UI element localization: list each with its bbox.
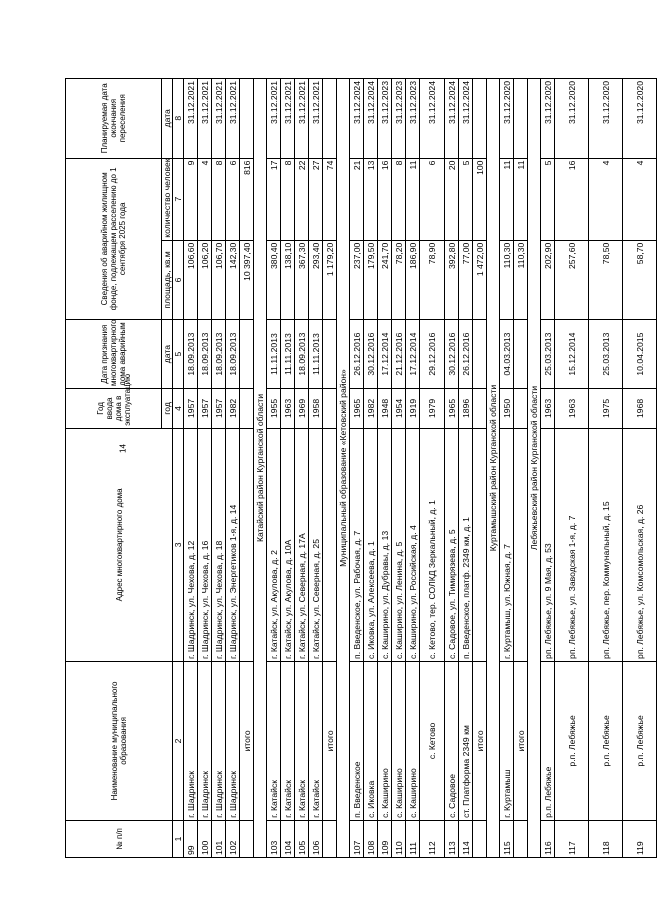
rotated-table-wrapper	[65, 78, 645, 858]
col-num-header: № п/п	[66, 820, 173, 857]
cell-recog-date: 11.11.2013	[267, 320, 281, 389]
cell-recog-date: 21.12.2016	[392, 320, 406, 389]
section-title: Муниципальный образование «Кетовский район»	[337, 79, 350, 858]
cell-recog-date: 18.09.2013	[295, 320, 309, 389]
cell-municipality: с. Каширино	[378, 661, 392, 820]
table-row	[623, 79, 657, 858]
cell-year: 1965	[445, 389, 459, 429]
cell-area: 138,10	[281, 240, 295, 319]
cell-area: 392,80	[445, 240, 459, 319]
cell-area: 106,70	[212, 240, 226, 319]
cell-address: рп. Лебяжье, ул. Комсомольская, д. 26	[623, 428, 657, 661]
cell-people: 6	[420, 158, 445, 240]
cell-num: 118	[589, 820, 623, 857]
cell-people: 4	[198, 158, 212, 240]
col-recog-date-header: Дата признания многоквартирного дома аварийным	[66, 320, 162, 389]
cell-num: 119	[623, 820, 657, 857]
cell-people: 5	[541, 158, 555, 240]
col-fund-info-header: Сведения об аварийном жилищном фонде, подлежащем расселению до 1 сентября 2025 года	[66, 158, 162, 320]
total-empty	[473, 428, 487, 661]
cell-num: 103	[267, 820, 281, 857]
cell-num: 102	[226, 820, 240, 857]
total-label: итого	[473, 661, 487, 820]
cell-municipality: р.п. Лебяжье	[541, 661, 555, 820]
cell-address: г. Катайск, ул. Северная, д. 17А	[295, 428, 309, 661]
section-title: Куртамышский район Курганской области	[487, 79, 500, 858]
table-row	[500, 79, 514, 858]
cell-recog-date: 17.12.2014	[378, 320, 392, 389]
cell-recog-date: 26.12.2016	[459, 320, 473, 389]
cell-address: рп. Лебяжье, ул. 9 Мая, д. 53	[541, 428, 555, 661]
cell-planned-date: 31.12.2021	[309, 79, 323, 159]
cell-year: 1950	[500, 389, 514, 429]
cell-area: 78,90	[420, 240, 445, 319]
cell-people: 6	[226, 158, 240, 240]
cell-address: г. Шадринск, ул. Энергетиков 1-я, д. 14	[226, 428, 240, 661]
total-num-empty	[473, 820, 487, 857]
cell-planned-date: 31.12.2021	[198, 79, 212, 159]
cell-area: 106,60	[184, 240, 198, 319]
cell-municipality: с. Садовое	[445, 661, 459, 820]
total-people: 816	[240, 158, 254, 240]
total-empty	[514, 389, 528, 429]
cell-year: 1969	[295, 389, 309, 429]
colnum-3: 3	[173, 428, 184, 661]
cell-address: с. Каширино, ул. Ленина, д. 5	[392, 428, 406, 661]
colnum-7: 7	[173, 158, 184, 240]
cell-municipality: г. Катайск	[309, 661, 323, 820]
total-row	[514, 79, 528, 858]
cell-area: 241,70	[378, 240, 392, 319]
section-title: Катайский район Курганской области	[254, 79, 267, 858]
total-empty	[240, 79, 254, 159]
cell-num: 111	[406, 820, 420, 857]
total-row	[473, 79, 487, 858]
cell-recog-date: 11.11.2013	[309, 320, 323, 389]
cell-planned-date: 31.12.2024	[459, 79, 473, 159]
cell-area: 237,00	[350, 240, 364, 319]
table-row	[541, 79, 555, 858]
cell-year: 1982	[226, 389, 240, 429]
table-row	[364, 79, 378, 858]
cell-num: 101	[212, 820, 226, 857]
table-row	[309, 79, 323, 858]
cell-planned-date: 31.12.2021	[281, 79, 295, 159]
cell-num: 108	[364, 820, 378, 857]
cell-area: 179,50	[364, 240, 378, 319]
cell-area: 367,30	[295, 240, 309, 319]
cell-municipality: г. Катайск	[267, 661, 281, 820]
cell-num: 105	[295, 820, 309, 857]
table-body	[184, 79, 657, 858]
cell-year: 1957	[212, 389, 226, 429]
table-row	[184, 79, 198, 858]
cell-year: 1965	[350, 389, 364, 429]
col-municipality-header: Наименование муниципального образования	[66, 661, 173, 820]
cell-address: г. Катайск, ул. Северная, д. 25	[309, 428, 323, 661]
cell-municipality: п. Введенское	[350, 661, 364, 820]
column-number-row	[173, 79, 184, 858]
table-row	[212, 79, 226, 858]
cell-municipality: с. Каширино	[392, 661, 406, 820]
cell-recog-date: 30.12.2016	[364, 320, 378, 389]
table-row	[420, 79, 445, 858]
cell-people: 11	[500, 158, 514, 240]
colnum-4: 4	[173, 389, 184, 429]
cell-num: 106	[309, 820, 323, 857]
cell-people: 13	[364, 158, 378, 240]
cell-area: 293,40	[309, 240, 323, 319]
cell-year: 1955	[267, 389, 281, 429]
cell-recog-date: 29.12.2016	[420, 320, 445, 389]
cell-year: 1975	[589, 389, 623, 429]
cell-num: 115	[500, 820, 514, 857]
cell-area: 257,60	[555, 240, 589, 319]
cell-people: 5	[459, 158, 473, 240]
colnum-1: 1	[173, 820, 184, 857]
cell-people: 21	[350, 158, 364, 240]
cell-people: 4	[623, 158, 657, 240]
cell-area: 110,30	[500, 240, 514, 319]
cell-recog-date: 04.03.2013	[500, 320, 514, 389]
cell-recog-date: 11.11.2013	[281, 320, 295, 389]
cell-address: г. Шадринск, ул. Чехова, д. 18	[212, 428, 226, 661]
total-empty	[323, 428, 337, 661]
cell-area: 142,30	[226, 240, 240, 319]
total-area: 1 472,00	[473, 240, 487, 319]
cell-municipality: ст. Платформа 2349 км	[459, 661, 473, 820]
section-header-row	[487, 79, 500, 858]
section-title: Лебяжьевский район Курганской области	[528, 79, 541, 858]
total-empty	[514, 320, 528, 389]
total-empty	[514, 428, 528, 661]
cell-planned-date: 31.12.2021	[295, 79, 309, 159]
cell-municipality: с. Кетово	[420, 661, 445, 820]
cell-municipality: г. Шадринск	[226, 661, 240, 820]
cell-people: 9	[184, 158, 198, 240]
cell-municipality: г. Куртамыш	[500, 661, 514, 820]
cell-people: 20	[445, 158, 459, 240]
table-row	[378, 79, 392, 858]
cell-num: 109	[378, 820, 392, 857]
colnum-8: 8	[173, 79, 184, 159]
cell-area: 78,20	[392, 240, 406, 319]
cell-planned-date: 31.12.2023	[378, 79, 392, 159]
total-num-empty	[323, 820, 337, 857]
cell-recog-date: 26.12.2016	[350, 320, 364, 389]
cell-municipality: г. Шадринск	[198, 661, 212, 820]
total-people: 100	[473, 158, 487, 240]
cell-num: 99	[184, 820, 198, 857]
cell-num: 112	[420, 820, 445, 857]
sub-date2: дата	[162, 79, 173, 159]
cell-municipality: с. Иковка	[364, 661, 378, 820]
section-header-row	[337, 79, 350, 858]
cell-planned-date: 31.12.2024	[350, 79, 364, 159]
cell-address: п. Введенское, платф. 2349 км, д. 1	[459, 428, 473, 661]
cell-num: 110	[392, 820, 406, 857]
table-row	[267, 79, 281, 858]
cell-area: 78,50	[589, 240, 623, 319]
cell-municipality: р.п. Лебяжье	[555, 661, 589, 820]
cell-area: 380,40	[267, 240, 281, 319]
cell-num: 114	[459, 820, 473, 857]
cell-municipality: г. Катайск	[281, 661, 295, 820]
cell-planned-date: 31.12.2020	[541, 79, 555, 159]
cell-planned-date: 31.12.2023	[392, 79, 406, 159]
cell-address: п. Введенское, ул. Рабочая, д. 7	[350, 428, 364, 661]
cell-planned-date: 31.12.2020	[555, 79, 589, 159]
cell-planned-date: 31.12.2023	[406, 79, 420, 159]
total-empty	[323, 320, 337, 389]
cell-planned-date: 31.12.2021	[184, 79, 198, 159]
cell-planned-date: 31.12.2024	[445, 79, 459, 159]
sub-area: площадь, кв.м	[162, 240, 173, 319]
cell-recog-date: 15.12.2014	[555, 320, 589, 389]
cell-address: с. Каширино, ул. Дубравы, д. 13	[378, 428, 392, 661]
total-empty	[473, 389, 487, 429]
cell-address: г. Катайск, ул. Акулова, д. 10А	[281, 428, 295, 661]
total-num-empty	[514, 820, 528, 857]
cell-year: 1919	[406, 389, 420, 429]
total-label: итого	[514, 661, 528, 820]
total-area: 10 397,40	[240, 240, 254, 319]
table-row	[350, 79, 364, 858]
cell-year: 1982	[364, 389, 378, 429]
cell-area: 106,20	[198, 240, 212, 319]
cell-year: 1958	[309, 389, 323, 429]
table-row	[392, 79, 406, 858]
cell-year: 1963	[555, 389, 589, 429]
cell-address: г. Шадринск, ул. Чехова, д. 12	[184, 428, 198, 661]
cell-people: 8	[392, 158, 406, 240]
cell-area: 77,00	[459, 240, 473, 319]
section-header-row	[528, 79, 541, 858]
cell-num: 113	[445, 820, 459, 857]
header-row	[66, 79, 162, 858]
cell-year: 1957	[198, 389, 212, 429]
cell-address: г. Катайск, ул. Акулова, д. 2	[267, 428, 281, 661]
cell-people: 8	[281, 158, 295, 240]
sub-people: количество человек	[162, 158, 173, 240]
cell-people: 4	[589, 158, 623, 240]
cell-year: 1979	[420, 389, 445, 429]
total-empty	[323, 79, 337, 159]
table-row	[445, 79, 459, 858]
cell-people: 11	[406, 158, 420, 240]
total-empty	[473, 79, 487, 159]
table-row	[281, 79, 295, 858]
cell-year: 1896	[459, 389, 473, 429]
total-num-empty	[240, 820, 254, 857]
cell-num: 117	[555, 820, 589, 857]
cell-people: 17	[267, 158, 281, 240]
cell-planned-date: 31.12.2021	[267, 79, 281, 159]
cell-recog-date: 30.12.2016	[445, 320, 459, 389]
cell-area: 58,70	[623, 240, 657, 319]
cell-address: с. Каширино, ул. Российская, д. 4	[406, 428, 420, 661]
cell-recog-date: 18.09.2013	[184, 320, 198, 389]
cell-planned-date: 31.12.2024	[420, 79, 445, 159]
cell-address: с. Кетово, тер. СОЛКД Зеркальный, д. 1	[420, 428, 445, 661]
total-empty	[240, 428, 254, 661]
total-area: 1 179,20	[323, 240, 337, 319]
table-row	[589, 79, 623, 858]
section-header-row	[254, 79, 267, 858]
colnum-2: 2	[173, 661, 184, 820]
cell-address: рп. Лебяжье, ул. Заводская 1-я, д. 7	[555, 428, 589, 661]
cell-address: г. Шадринск, ул. Чехова, д. 16	[198, 428, 212, 661]
cell-municipality: с. Каширино	[406, 661, 420, 820]
cell-planned-date: 31.12.2020	[623, 79, 657, 159]
cell-year: 1968	[623, 389, 657, 429]
total-row	[323, 79, 337, 858]
cell-municipality: г. Катайск	[295, 661, 309, 820]
cell-planned-date: 31.12.2020	[500, 79, 514, 159]
cell-num: 100	[198, 820, 212, 857]
cell-area: 202,90	[541, 240, 555, 319]
total-label: итого	[240, 661, 254, 820]
cell-num: 116	[541, 820, 555, 857]
cell-address: рп. Лебяжье, пер. Коммунальный, д. 15	[589, 428, 623, 661]
cell-people: 27	[309, 158, 323, 240]
total-row	[240, 79, 254, 858]
cell-municipality: р.п. Лебяжье	[589, 661, 623, 820]
cell-address: с. Иковка, ул. Алексеева, д. 1	[364, 428, 378, 661]
cell-area: 186,90	[406, 240, 420, 319]
cell-recog-date: 25.03.2013	[589, 320, 623, 389]
cell-planned-date: 31.12.2020	[589, 79, 623, 159]
total-empty	[240, 320, 254, 389]
table-row	[555, 79, 589, 858]
total-area: 110,30	[514, 240, 528, 319]
cell-municipality: г. Шадринск	[212, 661, 226, 820]
page-number: 14	[118, 444, 128, 453]
cell-address: с. Садовое, ул. Тимирязева, д. 5	[445, 428, 459, 661]
cell-recog-date: 25.03.2013	[541, 320, 555, 389]
table-row	[226, 79, 240, 858]
cell-year: 1948	[378, 389, 392, 429]
sub-date: дата	[162, 320, 173, 389]
cell-planned-date: 31.12.2021	[212, 79, 226, 159]
total-empty	[514, 79, 528, 159]
cell-planned-date: 31.12.2024	[364, 79, 378, 159]
cell-recog-date: 18.09.2013	[212, 320, 226, 389]
cell-year: 1963	[541, 389, 555, 429]
emergency-housing-table	[65, 78, 657, 858]
cell-recog-date: 18.09.2013	[226, 320, 240, 389]
cell-planned-date: 31.12.2021	[226, 79, 240, 159]
total-people: 74	[323, 158, 337, 240]
cell-year: 1954	[392, 389, 406, 429]
cell-people: 22	[295, 158, 309, 240]
total-empty	[323, 389, 337, 429]
total-empty	[240, 389, 254, 429]
cell-people: 16	[555, 158, 589, 240]
cell-people: 16	[378, 158, 392, 240]
total-label: итого	[323, 661, 337, 820]
cell-recog-date: 18.09.2013	[198, 320, 212, 389]
table-row	[198, 79, 212, 858]
sub-year: год	[162, 389, 173, 429]
cell-num: 107	[350, 820, 364, 857]
cell-municipality: р.п. Лебяжье	[623, 661, 657, 820]
cell-address: г. Куртамыш, ул. Южная, д. 7	[500, 428, 514, 661]
table-row	[459, 79, 473, 858]
cell-municipality: г. Шадринск	[184, 661, 198, 820]
cell-people: 8	[212, 158, 226, 240]
cell-year: 1957	[184, 389, 198, 429]
col-planned-header: Планируемая дата окончания переселения	[66, 79, 162, 159]
cell-recog-date: 10.04.2015	[623, 320, 657, 389]
table-row	[406, 79, 420, 858]
cell-recog-date: 17.12.2014	[406, 320, 420, 389]
table-row	[295, 79, 309, 858]
colnum-5: 5	[173, 320, 184, 389]
cell-year: 1963	[281, 389, 295, 429]
total-people: 11	[514, 158, 528, 240]
col-year-header: Год ввода дома в эксплуатацию	[66, 389, 162, 429]
col-address-header: Адрес многоквартирного дома	[66, 428, 173, 661]
total-empty	[473, 320, 487, 389]
cell-num: 104	[281, 820, 295, 857]
colnum-6: 6	[173, 240, 184, 319]
